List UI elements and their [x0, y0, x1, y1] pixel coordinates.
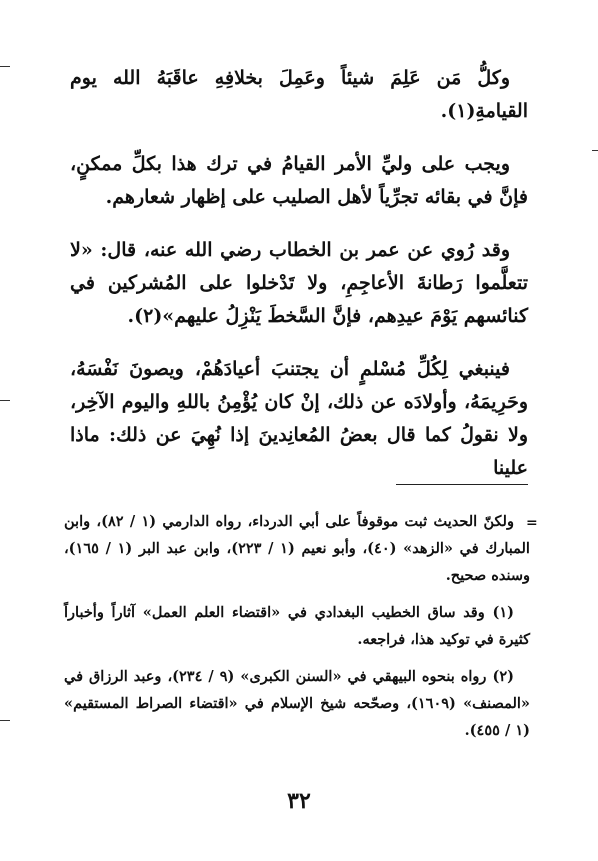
footnote-continuation-mark: = — [526, 515, 538, 531]
paragraph: وكلُّ مَن عَلِمَ شيئاً وعَمِلَ بخلافِهِ عاقَبَهُ الله يوم القيامةِ(١). — [70, 67, 528, 122]
footnotes — [64, 508, 530, 754]
footnote: ولكنّ الحديث ثبت موقوفاً على أبي الدرداء، رواه الدارمي (١ / ٨٢)، وابن المبارك في «الزهد» (٤٠)، وأبو نعيم (١ / ٢٢٣)، وابن عبد البر (١ / ١٦٥)، وسنده صحيح. — [64, 513, 530, 584]
footnote-separator — [396, 484, 528, 485]
margin-tick — [0, 720, 10, 721]
main-text — [70, 62, 528, 505]
paragraph: فينبغي لِكُلِّ مُسْلمٍ أن يجتنبَ أعيادَهُمْ، ويصونَ نَفْسَهُ، وحَرِيمَهُ، وأولادَه عن ذلك، إنْ كان يُؤْمِنُ باللهِ واليوم الآخِر، ولا نقولُ كما قال بعضُ المُعانِدينَ إذا نُهِيَ عن ذلك: ماذا علينا — [70, 358, 528, 479]
footnote: (١) وقد ساق الخطيب البغدادي في «اقتضاء العلم العمل» آثاراً وأخباراً كثيرة في توكيد هذا، فراجعه. — [64, 604, 530, 648]
paragraph: وقد رُوي عن عمر بن الخطاب رضي الله عنه، قال: «لا تتعلَّموا رَطانةَ الأعاجِمِ، ولا تَدْخلوا على المُشركين في كنائسهم يَوْمَ عيدِهم، فإنَّ السَّخطَ يَنْزِلُ عليهم»(٢). — [70, 239, 528, 327]
margin-tick — [0, 400, 10, 401]
margin-tick — [0, 66, 10, 67]
paragraph: ويجب على وليِّ الأمر القيامُ في ترك هذا بكلِّ ممكنٍ، فإنَّ في بقائه تجرِّياً لأهل الصليب على إظهار شعارهم. — [70, 153, 528, 208]
page-number: ٣٢ — [287, 788, 311, 814]
footnote: (٢) رواه بنحوه البيهقي في «السنن الكبرى» (٩ / ٢٣٤)، وعبد الرزاق في «المصنف» (١٦٠٩)، وصحّحه شيخ الإسلام في «اقتضاء الصراط المستقيم» (١ / ٤٥٥). — [64, 668, 530, 739]
margin-tick — [592, 150, 598, 151]
